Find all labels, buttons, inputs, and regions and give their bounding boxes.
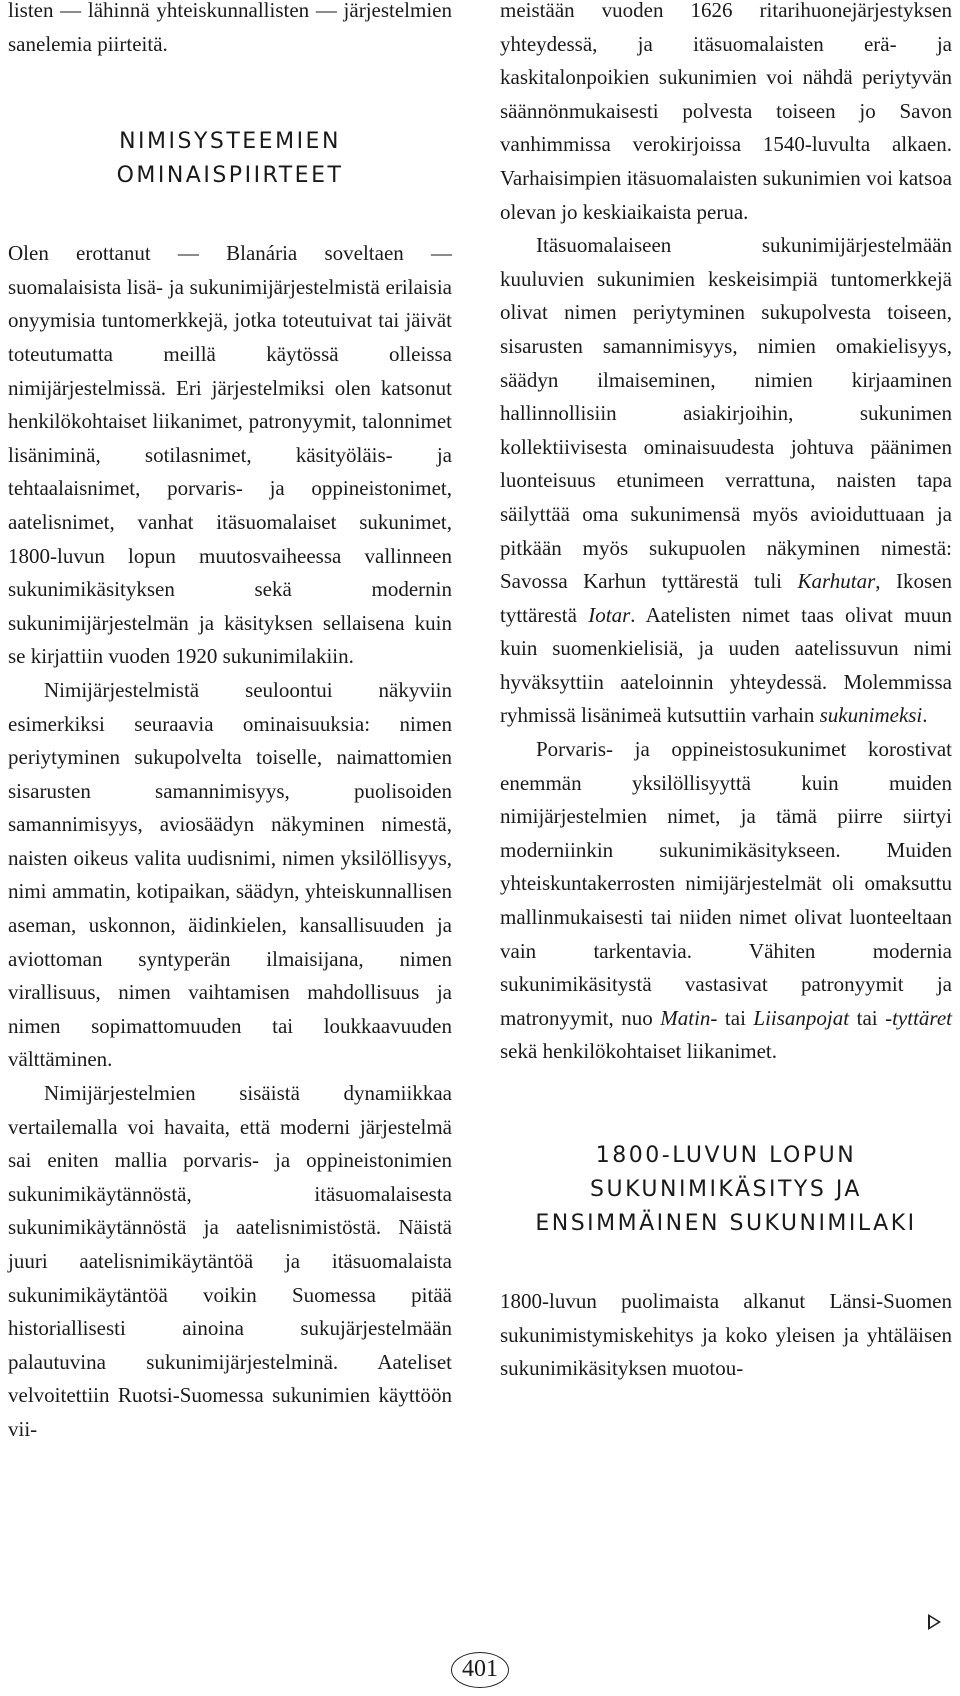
text-run: sekä henkilökohtaiset liikanimet. <box>500 1039 778 1064</box>
body-paragraph: 1800-luvun puolimaista alkanut Länsi-Suomen sukunimistymiskehitys ja koko yleisen ja yhtäläisen sukunimikäsityksen muotou- <box>500 1289 952 1381</box>
text-run: . <box>922 703 928 728</box>
body-paragraph: Olen erottanut — Blanária soveltaen — suomalaisista lisä- ja sukunimijärjestelmistä erilaisia onyymisia tuntomerkkejä, jotka toteutuivat tai jäivät toteutumatta meillä käytössä olleissa nimijärjestelmissä. Eri järjestelmiksi olen katsonut henkilökohtaiset liikanimet, patronyymit, talonnimet lisäniminä, sotilasnimet, käsityöläis- ja tehtaalaisnimet, porvaris- ja oppineistonimet, aatelisnimet, vanhat itäsuomalaiset sukunimet, 1800-luvun lopun muutosvaiheessa vallinneen sukunimikäsityksen sekä modernin sukunimijärjestelmän ja käsityksen sellaisena kuin se kirjattiin vuoden 1920 sukunimilakiin. <box>8 241 452 669</box>
text-run: . Aatelisten nimet taas olivat muun kuin suomenkielisiä, ja uuden aatelissuvun nimi hyväksyttiin aateloinnin yhteydessä. Molemmissa ryhmissä lisänimeä kutsuttiin varhain <box>500 602 952 728</box>
italic-term: Karhutar <box>797 569 876 594</box>
text-run: , Ikosen tyttärestä <box>500 569 952 627</box>
heading-line: ENSIMMÄINEN SUKUNIMILAKI <box>535 1211 917 1236</box>
italic-term: -tyttäret <box>885 1005 952 1030</box>
heading-line: OMINAISPIIRTEET <box>116 163 344 189</box>
text-run: Itäsuomalaiseen sukunimijärjestelmään kuuluvien sukunimien keskeisimpiä tuntomerkkejä olivat nimen periytyminen sukupolvesta toiseen, sisarusten samannimisyys, nimien omakielisyys, säädyn ilmaiseminen, nimien kirjaaminen hallinnollisiin asiakirjoihin, sukunimen kollektiivisesta ominaisuudesta johtuva päänimen luonteisuus etunimeen verrattuna, naisten tapa säilyttää oma sukunimensä myös avioiduttuaan ja pitkään myös sukupuolen näkyminen nimestä: Savossa Karhun tyttärestä tuli <box>500 233 952 594</box>
italic-term: Liisanpojat <box>753 1005 850 1030</box>
left-column <box>8 0 452 1447</box>
page-number: 401 <box>451 1652 509 1688</box>
text-run: tai <box>849 1005 886 1030</box>
intro-paragraph: listen — lähinnä yhteiskunnallisten — järjestelmien sanelemia piirteitä. <box>8 0 452 56</box>
heading-line: 1800-LUVUN LOPUN <box>595 1143 857 1168</box>
body-paragraph: meistään vuoden 1626 ritarihuonejärjestyksen yhteydessä, ja itäsuomalaisten erä- ja kaskitalonpoikien sukunimien voi nähdä periytyvän säännönmukaisesti polvesta toiseen jo Savon vanhimmissa verokirjoissa 1540-luvulta alkaen. Varhaisimpien itäsuomalaisten sukunimien voi katsoa olevan jo keskiaikaista perua. <box>500 0 952 224</box>
heading-line: SUKUNIMIKÄSITYS JA <box>590 1177 862 1202</box>
right-column <box>500 0 952 1386</box>
section-heading-nimisysteemien <box>8 125 452 193</box>
body-paragraph <box>500 733 952 1069</box>
body-paragraph: Nimijärjestelmistä seuloontui näkyviin esimerkiksi seuraavia ominaisuuksia: nimen periytyminen sukupolvelta toiselle, naimattomien sisarusten samannimisyys, puolisoiden samannimisyys, aviosäädyn näkyminen nimestä, naisten oikeus valita uudisnimi, nimen yksilöllisyys, nimi ammatin, kotipaikan, säädyn, yhteiskunnallisen aseman, uskonnon, äidinkielen, kansallisuuden ja aviottoman syntyperän ilmaisijana, nimen virallisuus, nimen vaihtamisen mahdollisuus ja nimen sopimattomuuden tai loukkaavuuden välttäminen. <box>8 677 452 1072</box>
italic-term: Matin- <box>660 1005 718 1030</box>
body-paragraph: Nimijärjestelmien sisäistä dynamiikkaa vertailemalla voi havaita, että moderni järjestelmä sai eniten mallia porvaris- ja oppineistonimien sukunimikäytännöstä, itäsuomalaisesta sukunimikäytännöstä ja aatelisnimistöstä. Näistä juuri aatelisnimikäytäntöä ja itäsuomalaista sukunimikäytäntöä voikin Suomessa pitää historiallisesti ainoina sukujärjestelmään palautuvina sukunimijärjestelminä. Aateliset velvoitettiin Ruotsi-Suomessa sukunimien käyttöön vii- <box>8 1081 452 1441</box>
text-run: Porvaris- ja oppineistosukunimet korostivat enemmän yksilöllisyyttä kuin muiden nimijärjestelmien nimet, ja tämä piirre siirtyi moderniinkin sukunimikäsitykseen. Muiden yhteiskuntakerrosten nimijärjestelmät oli omaksuttu mallinmukaisesti tai niiden nimet olivat luonteeltaan vain tarkentavia. Vähiten modernia sukunimikäsitystä vastasivat patronyymit ja matronyymit, nuo <box>500 737 952 1030</box>
section-heading-1800-luvun <box>500 1139 952 1241</box>
italic-term: sukunimeksi <box>819 703 923 728</box>
text-run: tai <box>717 1005 754 1030</box>
continue-arrow-icon <box>928 1614 941 1630</box>
body-paragraph <box>500 229 952 733</box>
heading-line: NIMISYSTEEMIEN <box>119 129 341 155</box>
italic-term: Iotar <box>588 602 631 627</box>
